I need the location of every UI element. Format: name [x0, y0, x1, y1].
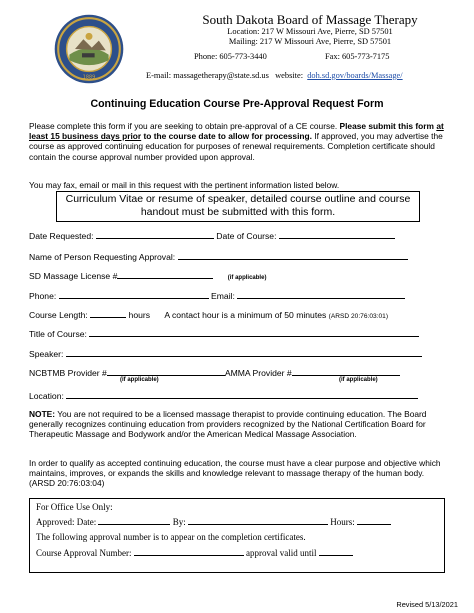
license-if-applicable: (if applicable) [227, 275, 267, 281]
date-of-course-field[interactable] [279, 230, 395, 239]
approved-date-label: Approved: Date: [36, 517, 97, 527]
office-use-box [29, 498, 445, 573]
website-link[interactable]: doh.sd.gov/boards/Massage/ [307, 71, 403, 80]
intro-bold-b: to the course date to allow for processing. [143, 131, 312, 142]
contact-hour-note: A contact hour is a minimum of 50 minutes [164, 310, 327, 320]
email-label: Email: [211, 291, 235, 301]
name-requesting-field[interactable] [178, 251, 408, 260]
ncbtmb-field[interactable] [107, 367, 225, 376]
office-following-note: The following approval number is to appear on the completion certificates. [36, 532, 306, 542]
title-of-course-field[interactable] [89, 328, 419, 337]
amma-if-applicable: (if applicable) [339, 377, 378, 383]
fax-instructions: You may fax, email or mail in this request with the pertinent information listed below. [29, 180, 340, 190]
org-fax: Fax: 605-773-7175 [325, 52, 390, 61]
phone-label: Phone: [29, 291, 57, 301]
org-name: South Dakota Board of Massage Therapy [202, 12, 418, 27]
org-phone: Phone: 605-773-3440 [194, 52, 267, 61]
email-field[interactable] [237, 290, 405, 299]
office-hours-field[interactable] [357, 516, 391, 525]
org-location: Location: 217 W Missouri Ave, Pierre, SD 57501 [227, 27, 393, 36]
title-of-course-label: Title of Course: [29, 329, 87, 339]
office-heading: For Office Use Only: [36, 502, 113, 512]
revised-date: Revised 5/13/2021 [396, 600, 458, 609]
row-license [29, 270, 266, 281]
arsd-ref: (ARSD 20:76:03:01) [328, 313, 389, 320]
row-location [29, 390, 418, 401]
sd-license-label: SD Massage License # [29, 271, 118, 281]
approval-number-field[interactable] [134, 547, 244, 556]
intro-bold-a: Please submit this form [339, 121, 434, 131]
date-of-course-label: Date of Course: [216, 231, 277, 241]
row-title [29, 328, 419, 339]
state-seal-icon [54, 14, 124, 84]
amma-field[interactable] [292, 367, 400, 376]
intro-paragraph [29, 121, 449, 162]
ncbtmb-label: NCBTMB Provider # [29, 368, 107, 378]
approved-date-field[interactable] [98, 516, 170, 525]
qualify-paragraph: In order to qualify as accepted continuing education, the course must have a clear purpose and objective which maintains, improves, or expands the skills and knowledge relevant to massage therapy of the human body. (ARSD 20:76:03:04) [29, 458, 441, 489]
office-number-row [36, 546, 353, 561]
note-paragraph [29, 409, 449, 440]
intro-rest: If approved, you may advertise the course as approved continuing education for purposes of renewal requirements. Completion certificate should contain the course approval number provided upon approval. [29, 131, 443, 162]
sd-license-field[interactable] [117, 270, 213, 279]
amma-label: AMMA Provider # [224, 368, 292, 378]
office-hours-label: Hours: [330, 517, 355, 527]
org-header [150, 12, 470, 47]
intro-bold-underline: at least 15 business days prior [29, 121, 444, 142]
name-requesting-label: Name of Person Requesting Approval: [29, 252, 176, 262]
intro-text: Please complete this form if you are seeking to obtain pre-approval of a CE course. [29, 121, 338, 131]
course-length-field[interactable] [90, 309, 126, 318]
date-requested-field[interactable] [96, 230, 214, 239]
valid-until-field[interactable] [319, 547, 353, 556]
valid-until-label: approval valid until [245, 548, 317, 558]
cv-notice-box: Curriculum Vitae or resume of speaker, detailed course outline and course handout must be submitted with this form. [56, 191, 420, 222]
date-requested-label: Date Requested: [29, 231, 94, 241]
location-field[interactable] [66, 390, 418, 399]
website-label: website: [275, 71, 304, 80]
org-web-row [146, 71, 403, 81]
row-dates [29, 230, 395, 241]
by-label: By: [172, 517, 186, 527]
row-course-length [29, 309, 388, 320]
row-speaker [29, 348, 422, 359]
row-phone-email [29, 290, 405, 301]
speaker-field[interactable] [66, 348, 422, 357]
hours-label: hours [128, 310, 151, 320]
speaker-label: Speaker: [29, 349, 64, 359]
org-email: E-mail: massagetherapy@state.sd.us [146, 71, 269, 80]
ncbtmb-if-applicable: (if applicable) [120, 377, 159, 383]
note-text: You are not required to be a licensed massage therapist to provide continuing education. The Board generally recognizes continuing education from providers recognized by the National Certification Board for Therapeutic Massage and Bodywork and/or the American Medical Massage Association. [29, 409, 427, 440]
course-length-label: Course Length: [29, 310, 88, 320]
phone-field[interactable] [59, 290, 209, 299]
row-name [29, 251, 408, 262]
seal-year: 1889 [82, 74, 96, 81]
approved-by-field[interactable] [188, 516, 328, 525]
org-mailing: Mailing: 217 W Missouri Ave, Pierre, SD 57501 [228, 37, 392, 46]
form-title: Continuing Education Course Pre-Approval Request Form [90, 98, 384, 110]
location-label: Location: [29, 391, 64, 401]
note-label: NOTE: [29, 409, 56, 419]
office-approval-row [36, 515, 391, 530]
approval-number-label: Course Approval Number: [36, 548, 132, 558]
